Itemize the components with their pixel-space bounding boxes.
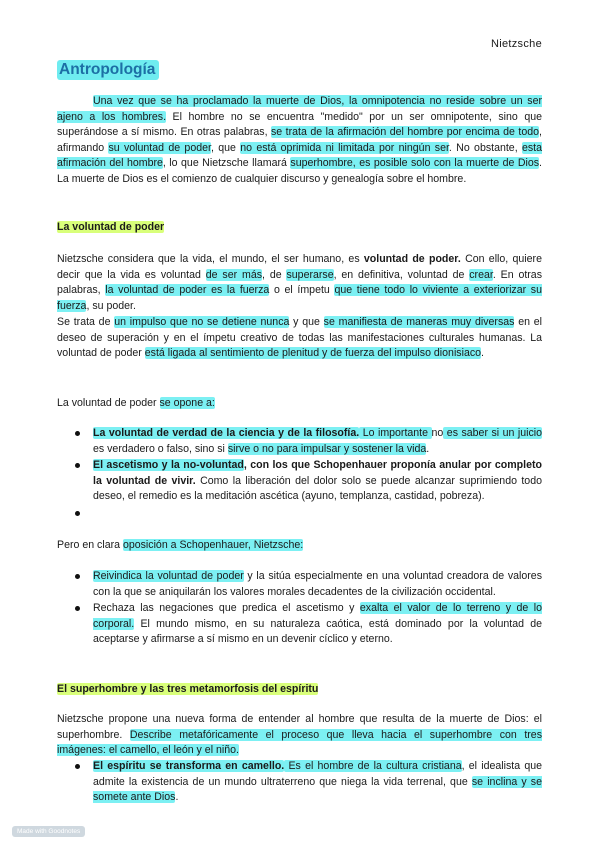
section-heading — [57, 221, 164, 233]
text-run: , en definitiva, voluntad de — [333, 268, 470, 281]
highlight: Describe metafóricamente el proceso que lleva hacia el superhombre con tres imágenes: el camello, el león y el niño. — [57, 728, 542, 757]
list-item — [57, 759, 542, 806]
text-run: . La muerte de Dios es el comienzo de cualquier discurso y genealogía sobre el hombre. — [57, 157, 542, 185]
highlight: oposición a Schopenhauer, Nietzsche: — [122, 539, 304, 551]
intro-paragraph — [57, 94, 542, 188]
bullet-icon — [75, 511, 80, 516]
highlight: se opone a: — [159, 397, 215, 409]
metamorphosis-list — [57, 759, 542, 807]
text-run: y que — [289, 316, 324, 328]
highlight: Reivindica la voluntad de poder — [93, 570, 244, 582]
highlight: un impulso que no se detiene nunca — [114, 316, 290, 328]
bullet-icon — [75, 764, 80, 769]
page-title: Antropología — [57, 60, 159, 80]
highlight: El ascetismo y la no-voluntad — [93, 459, 244, 472]
highlight: la voluntad de poder es la fuerza — [105, 284, 270, 297]
text-run: Se trata de — [57, 316, 115, 328]
text-run: El hombre no se encuentra "medido" por un ser omnipotente, sino que superándose a sí mismo. En otras palabras, — [57, 110, 542, 139]
text-run: El mundo mismo, en su naturaleza caótica, está dominado por la voluntad de aceptarse y afirmarse a sí mismo en un devenir cíclico y eterno. — [93, 617, 542, 646]
highlight: Una vez que se ha proclamado la muerte de Dios, la omnipotencia no reside sobre un ser ajeno a los hombres. — [57, 95, 542, 123]
section-heading — [57, 683, 318, 695]
text-run: es verdadero o falso, sino si — [93, 442, 228, 455]
text-run: , el idealista que admite la existencia de un mundo ultraterreno que niega la vida terrenal, que — [93, 760, 543, 788]
text-run: , su poder. — [86, 299, 136, 312]
text-run: . — [426, 442, 430, 455]
opposes-list — [57, 426, 542, 523]
text-run: Nietzsche propone una nueva forma de entender al hombre que resulta de la muerte de Dios: el superhombre. — [57, 713, 542, 741]
highlight: El espíritu se transforma en camello. — [93, 760, 285, 772]
bold-term: voluntad de poder. — [363, 253, 461, 265]
section-heading-text: La voluntad de poder — [57, 221, 165, 233]
bold-text: , con los que Schopenhauer proponía anular por completo la voluntad de vivir. — [93, 459, 542, 487]
text-run: Con ello, quiere decir que la vida es voluntad — [57, 253, 542, 281]
text-run: . — [481, 347, 484, 360]
highlight: superarse — [286, 268, 334, 281]
text-run: , de — [262, 268, 287, 281]
text-run: en el deseo de superación y en el ímpetu creativo de todas las manifestaciones culturales humanas. La voluntad de poder — [57, 316, 542, 360]
highlight: su voluntad de poder — [108, 141, 211, 154]
highlight: es saber si un juicio — [443, 427, 542, 439]
text-run: Pero en clara — [57, 539, 123, 551]
will-paragraph-1 — [57, 252, 542, 314]
highlight: se trata de la afirmación del hombre por encima de todo — [271, 126, 540, 139]
section-heading-text: El superhombre y las tres metamorfosis del espíritu — [57, 683, 319, 695]
text-run: . No obstante, — [448, 141, 522, 154]
bullet-icon — [75, 606, 80, 611]
text-run: La voluntad de poder — [57, 397, 160, 409]
bullet-icon — [75, 463, 80, 468]
highlight: La voluntad de verdad de la ciencia y de la filosofía. — [93, 427, 360, 439]
text-run: , que — [210, 141, 241, 154]
highlight: crear — [469, 268, 493, 281]
highlight: exalta el valor de lo terreno y de lo corporal. — [93, 602, 542, 630]
running-header: Nietzsche — [491, 38, 542, 50]
highlight: se manifiesta de maneras muy diversas — [323, 316, 515, 328]
highlight: esta afirmación del hombre — [57, 141, 542, 170]
highlight: superhombre, es posible solo con la muerte de Dios — [290, 157, 540, 170]
highlight: de ser más — [205, 268, 263, 281]
superman-paragraph — [57, 712, 542, 759]
text-run: Rechaza las negaciones que predica el ascetismo y — [93, 602, 360, 615]
text-run: . — [175, 791, 179, 804]
list-item — [57, 569, 542, 600]
text-run: Como la liberación del dolor solo se puede alcanzar suprimiendo todo deseo, el remedio es la meditación ascética (ayuno, templanza, castidad, pobreza). — [93, 474, 542, 503]
text-run: y la sitúa especialmente en una voluntad creadora de valores con la que se aniquilarán los valores morales decadentes de la civilización occidental. — [93, 570, 542, 598]
bullet-icon — [75, 574, 80, 579]
text-run: , lo que Nietzsche llamará — [162, 157, 291, 170]
highlight: no está oprimida ni limitada por ningún ser — [240, 141, 449, 154]
list-item — [57, 601, 542, 648]
list-item-empty — [57, 506, 542, 522]
highlight: Es el hombre de la cultura cristiana — [284, 760, 462, 772]
highlight: sirve o no para impulsar y sostener la vida — [227, 442, 427, 455]
goodnotes-badge: Made with Goodnotes — [12, 826, 85, 837]
will-paragraph-2 — [57, 315, 542, 362]
highlight: se inclina y se somete ante Dios — [93, 775, 542, 804]
text-run: . En otras palabras, — [57, 268, 542, 297]
opposes-line — [57, 396, 542, 412]
text-run: o el ímpetu — [269, 284, 335, 297]
highlight: está ligada al sentimiento de plenitud y de fuerza del impulso dionisiaco — [144, 347, 482, 360]
list-item — [57, 426, 542, 457]
against-line — [57, 538, 542, 554]
text-run: no — [431, 427, 444, 439]
bullet-icon — [75, 431, 80, 436]
text-run: , afirmando — [57, 126, 542, 154]
highlight: que tiene todo lo viviente a exteriorizar su fuerza — [57, 284, 542, 312]
against-list — [57, 569, 542, 649]
list-item — [57, 458, 542, 505]
text-run: Nietzsche considera que la vida, el mundo, el ser humano, es — [57, 253, 364, 265]
highlight: Lo importante — [359, 427, 432, 439]
